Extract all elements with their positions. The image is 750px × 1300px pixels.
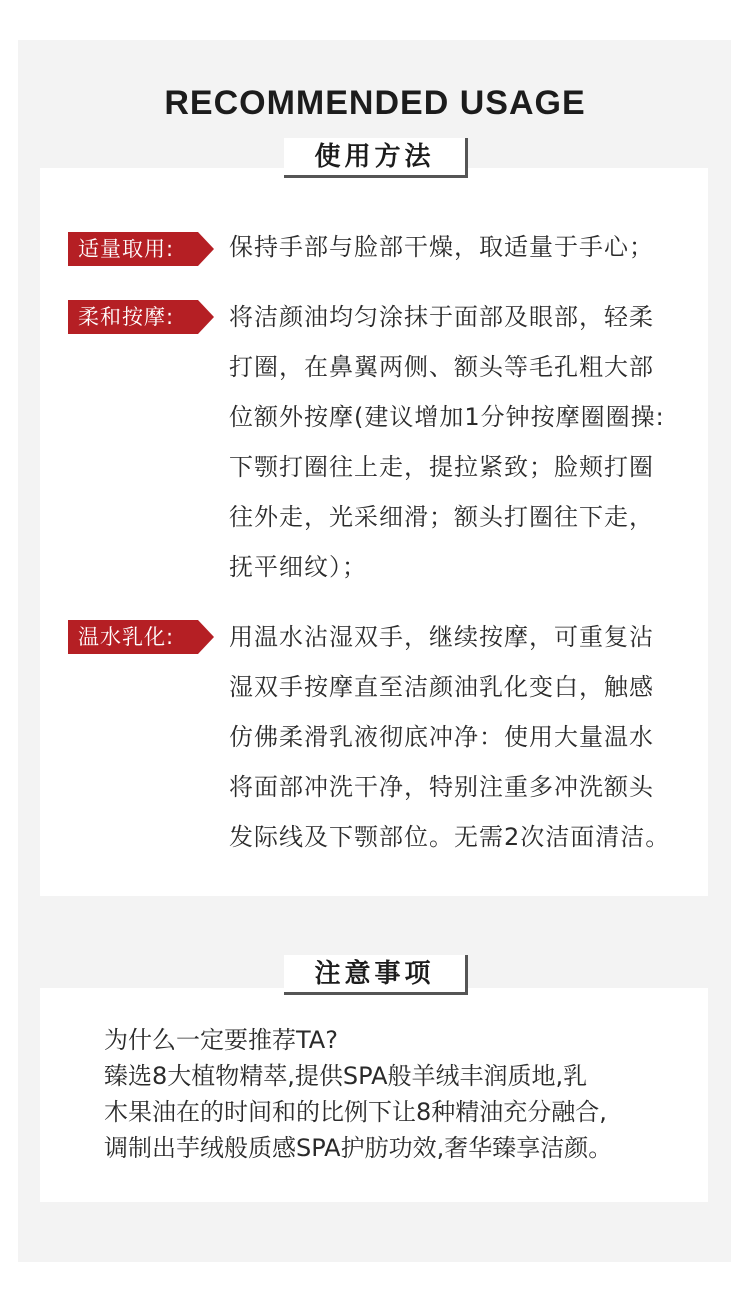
- step-label-text: 温水乳化:: [68, 620, 198, 654]
- usage-tab: 使用方法: [284, 138, 468, 178]
- text-line: 将洁颜油均匀涂抹于面部及眼部，轻柔: [229, 303, 654, 331]
- text-line: 往外走，光采细滑；额头打圈往下走，: [229, 503, 654, 531]
- text-line: 湿双手按摩直至洁颜油乳化变白，触感: [229, 673, 654, 701]
- page-title: RECOMMENDED USAGE: [164, 84, 586, 122]
- text-line: 用温水沾湿双手，继续按摩，可重复沾: [229, 623, 654, 651]
- notes-text: [104, 1022, 704, 1166]
- text-line: 发际线及下颚部位。无需2次洁面清洁。: [229, 823, 671, 851]
- arrow-icon: [198, 300, 216, 334]
- text-line: 保持手部与脸部干燥，取适量于手心；: [229, 233, 654, 261]
- step-label-3: [68, 620, 218, 654]
- step-label-text: 适量取用:: [68, 232, 198, 266]
- text-line: 将面部冲洗干净，特别注重多冲洗额头: [229, 773, 654, 801]
- step-label-1: [68, 232, 218, 266]
- arrow-icon: [198, 232, 216, 266]
- note-line: 为什么一定要推荐TA?: [104, 1026, 338, 1054]
- step-text-2: [229, 292, 699, 592]
- step-text-1: [229, 222, 699, 272]
- step-label-2: [68, 300, 218, 334]
- text-line: 仿佛柔滑乳液彻底冲净：使用大量温水: [229, 723, 654, 751]
- arrow-icon: [198, 620, 216, 654]
- note-line: 木果油在的时间和的比例下让8种精油充分融合,: [104, 1098, 607, 1126]
- text-line: 抚平细纹）；: [229, 553, 367, 581]
- text-line: 位额外按摩(建议增加1分钟按摩圈圈操:: [229, 403, 665, 431]
- notes-tab: 注意事项: [284, 955, 468, 995]
- step-text-3: [229, 612, 699, 862]
- text-line: 下颚打圈往上走，提拉紧致；脸颊打圈: [229, 453, 654, 481]
- note-line: 调制出芋绒般质感SPA护肪功效,奢华臻享洁颜。: [104, 1134, 613, 1162]
- text-line: 打圈，在鼻翼两侧、额头等毛孔粗大部: [229, 353, 654, 381]
- note-line: 臻选8大植物精萃,提供SPA般羊绒丰润质地,乳: [104, 1062, 588, 1090]
- step-label-text: 柔和按摩:: [68, 300, 198, 334]
